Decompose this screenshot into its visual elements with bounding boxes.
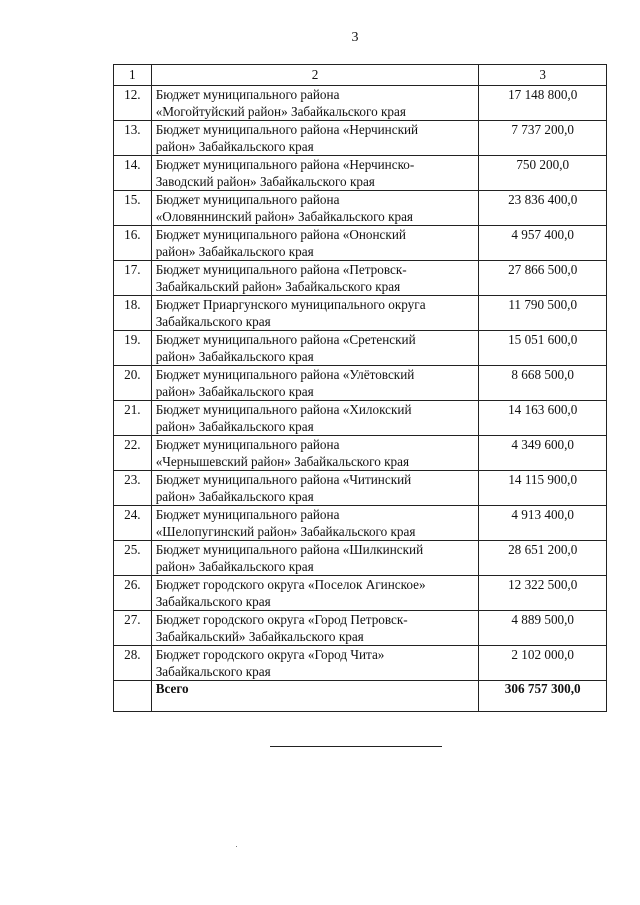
recipient-name-line: район» Забайкальского края [155, 138, 314, 154]
recipient-name-line: Бюджет муниципального района «Нерчинский [155, 122, 419, 137]
amount-cell: 23 836 400,0 [479, 191, 607, 226]
row-number: 18. [114, 296, 152, 331]
table-row [114, 541, 607, 576]
budget-recipient-name [151, 156, 479, 191]
amount-cell: 4 889 500,0 [479, 611, 607, 646]
recipient-name-line: Бюджет муниципального района [155, 507, 340, 522]
row-number: 19. [114, 331, 152, 366]
row-number: 26. [114, 576, 152, 611]
table-row [114, 366, 607, 401]
table-row [114, 156, 607, 191]
budget-recipient-name [151, 471, 479, 506]
row-number: 22. [114, 436, 152, 471]
amount-cell: 4 913 400,0 [479, 506, 607, 541]
budget-recipient-name [151, 436, 479, 471]
row-number: 27. [114, 611, 152, 646]
amount-cell: 14 115 900,0 [479, 471, 607, 506]
row-number: 25. [114, 541, 152, 576]
row-number: 21. [114, 401, 152, 436]
row-number: 23. [114, 471, 152, 506]
recipient-name-line: район» Забайкальского края [155, 383, 314, 399]
recipient-name-line: «Оловяннинский район» Забайкальского края [155, 208, 413, 224]
row-number: 24. [114, 506, 152, 541]
recipient-name-line: Бюджет городского округа «Город Чита» [155, 647, 385, 662]
table-row [114, 576, 607, 611]
budget-recipient-name [151, 541, 479, 576]
table-row [114, 611, 607, 646]
recipient-name-line: Бюджет муниципального района «Сретенский [155, 332, 416, 347]
table-row [114, 191, 607, 226]
budget-recipient-name [151, 506, 479, 541]
amount-cell: 17 148 800,0 [479, 86, 607, 121]
amount-cell: 8 668 500,0 [479, 366, 607, 401]
recipient-name-line: Бюджет муниципального района «Нерчинско- [155, 157, 415, 172]
table-row [114, 261, 607, 296]
table-row [114, 86, 607, 121]
recipient-name-line: район» Забайкальского края [155, 488, 314, 504]
table-row [114, 121, 607, 156]
recipient-name-line: Забайкальского края [155, 593, 271, 609]
scan-speck [236, 846, 237, 847]
budget-recipient-name [151, 121, 479, 156]
recipient-name-line: Заводский район» Забайкальского края [155, 173, 375, 189]
budget-recipient-name [151, 401, 479, 436]
recipient-name-line: Бюджет муниципального района «Улётовский [155, 367, 415, 382]
table-row [114, 646, 607, 681]
row-number: 13. [114, 121, 152, 156]
recipient-name-line: Бюджет муниципального района «Хилокский [155, 402, 412, 417]
recipient-name-line: Забайкальского края [155, 663, 271, 679]
recipient-name-line: район» Забайкальского края [155, 348, 314, 364]
recipient-name-line: «Могойтуйский район» Забайкальского края [155, 103, 406, 119]
recipient-name-line: район» Забайкальского края [155, 243, 314, 259]
total-amount: 306 757 300,0 [479, 681, 607, 712]
page-number: 3 [351, 30, 359, 45]
amount-cell: 750 200,0 [479, 156, 607, 191]
row-number: 17. [114, 261, 152, 296]
recipient-name-line: Бюджет муниципального района «Шилкинский [155, 542, 424, 557]
budget-recipient-name [151, 366, 479, 401]
total-num-cell [114, 681, 152, 712]
budget-recipient-name [151, 331, 479, 366]
recipient-name-line: Бюджет городского округа «Поселок Агинское» [155, 577, 426, 592]
recipient-name-line: Бюджет Приаргунского муниципального округа [155, 297, 426, 312]
recipient-name-line: Бюджет городского округа «Город Петровск- [155, 612, 408, 627]
budget-recipient-name [151, 646, 479, 681]
table-header-row [114, 65, 607, 86]
recipient-name-line: Забайкальский» Забайкальского края [155, 628, 364, 644]
amount-cell: 4 957 400,0 [479, 226, 607, 261]
amount-cell: 28 651 200,0 [479, 541, 607, 576]
header-cell-num: 1 [114, 65, 152, 86]
budget-recipient-name [151, 611, 479, 646]
row-number: 28. [114, 646, 152, 681]
table-body [114, 65, 607, 712]
total-row [114, 681, 607, 712]
budget-recipient-name [151, 576, 479, 611]
row-number: 20. [114, 366, 152, 401]
header-cell-name: 2 [151, 65, 479, 86]
recipient-name-line: район» Забайкальского края [155, 558, 314, 574]
table-row [114, 226, 607, 261]
amount-cell: 4 349 600,0 [479, 436, 607, 471]
budget-recipient-name [151, 226, 479, 261]
row-number: 14. [114, 156, 152, 191]
amount-cell: 14 163 600,0 [479, 401, 607, 436]
header-cell-amount: 3 [479, 65, 607, 86]
amount-cell: 27 866 500,0 [479, 261, 607, 296]
amount-cell: 12 322 500,0 [479, 576, 607, 611]
amount-cell: 2 102 000,0 [479, 646, 607, 681]
recipient-name-line: район» Забайкальского края [155, 418, 314, 434]
budget-distribution-table [113, 64, 607, 712]
recipient-name-line: Бюджет муниципального района «Читинский [155, 472, 412, 487]
table-row [114, 506, 607, 541]
table-row [114, 296, 607, 331]
table-row [114, 436, 607, 471]
recipient-name-line: «Чернышевский район» Забайкальского края [155, 453, 410, 469]
budget-recipient-name [151, 191, 479, 226]
budget-recipient-name [151, 86, 479, 121]
recipient-name-line: Бюджет муниципального района «Ононский [155, 227, 406, 242]
end-of-document-rule [270, 746, 442, 747]
row-number: 12. [114, 86, 152, 121]
budget-recipient-name [151, 261, 479, 296]
budget-recipient-name [151, 296, 479, 331]
recipient-name-line: Бюджет муниципального района «Петровск- [155, 262, 407, 277]
recipient-name-line: Забайкальского края [155, 313, 271, 329]
amount-cell: 7 737 200,0 [479, 121, 607, 156]
amount-cell: 15 051 600,0 [479, 331, 607, 366]
recipient-name-line: Бюджет муниципального района [155, 87, 340, 102]
table-row [114, 401, 607, 436]
recipient-name-line: Забайкальский район» Забайкальского края [155, 278, 401, 294]
table-row [114, 471, 607, 506]
recipient-name-line: Бюджет муниципального района [155, 437, 340, 452]
total-label: Всего [151, 681, 479, 712]
recipient-name-line: Бюджет муниципального района [155, 192, 340, 207]
amount-cell: 11 790 500,0 [479, 296, 607, 331]
recipient-name-line: «Шелопугинский район» Забайкальского края [155, 523, 416, 539]
table-row [114, 331, 607, 366]
row-number: 15. [114, 191, 152, 226]
row-number: 16. [114, 226, 152, 261]
